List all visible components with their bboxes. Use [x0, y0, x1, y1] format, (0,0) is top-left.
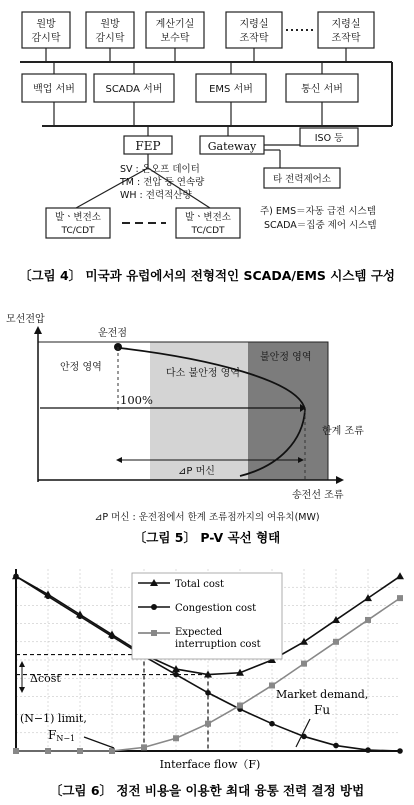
substation-1-line2: TC/CDT: [61, 226, 95, 236]
scada-note: SCADA＝집중 제어 시스템: [264, 220, 377, 231]
point-expected-interruption-cost: [77, 748, 83, 754]
point-congestion-cost: [269, 721, 275, 727]
backup-server-label: 백업 서버: [33, 84, 75, 95]
point-congestion-cost: [13, 573, 19, 579]
sv-legend-line: SV : 온오프 데이터: [120, 164, 200, 175]
point-expected-interruption-cost: [45, 748, 51, 754]
figure-6-caption: 〔그림 6〕 정전 비용을 이용한 최대 융통 전력 결정 방법: [49, 783, 365, 798]
ems-note: 주) EMS＝자동 급전 시스템: [260, 206, 376, 217]
chart-legend: [132, 573, 282, 659]
tm-legend-line: TM : 전압 등 연속량: [120, 177, 205, 188]
point-total-cost: [300, 638, 308, 645]
hundred-percent-label: 100%: [120, 393, 153, 407]
point-total-cost: [396, 572, 404, 579]
legend-expected-line2: interruption cost: [175, 639, 261, 650]
margin-label: ⊿P 머신: [178, 466, 215, 477]
legend-congestion-cost: Congestion cost: [175, 603, 257, 614]
point-congestion-cost: [333, 743, 339, 749]
point-expected-interruption-cost: [397, 595, 403, 601]
point-congestion-cost: [397, 748, 403, 754]
square-marker-icon: [151, 630, 157, 636]
ems-server-label: EMS 서버: [209, 84, 253, 95]
n1-limit-symbol: FN−1: [48, 728, 76, 743]
n1-limit-label: (N−1) limit,: [20, 712, 87, 725]
market-demand-symbol: Fu: [314, 703, 331, 717]
limit-flow-label: 한계 조류: [322, 426, 364, 437]
point-congestion-cost: [205, 690, 211, 696]
top-box-1-line2: 감시탁: [31, 33, 61, 44]
market-demand-label: Market demand,: [276, 688, 369, 701]
fep-label: FEP: [135, 139, 161, 153]
comm-server-label: 통신 서버: [301, 84, 343, 95]
top-box-2-line2: 감시탁: [95, 33, 125, 44]
operating-point-label: 운전점: [98, 328, 127, 339]
legend-total-cost: Total cost: [175, 579, 225, 590]
point-total-cost: [332, 616, 340, 623]
figure-4-diagram: [0, 0, 414, 292]
line-flow-label: 송전선 조류: [292, 490, 344, 501]
point-expected-interruption-cost: [141, 744, 147, 750]
figure-5-pv-curve: [0, 300, 414, 550]
point-expected-interruption-cost: [109, 748, 115, 754]
figure-6-cost-chart: [0, 555, 414, 805]
top-box-5-line1: 지령실: [331, 19, 361, 30]
substation-2-line2: TC/CDT: [191, 226, 225, 236]
other-control-center-label: 타 전력제어소: [272, 174, 332, 185]
legend-expected-line1: Expected: [175, 627, 223, 638]
top-box-4-line2: 조작탁: [239, 33, 269, 44]
point-expected-interruption-cost: [205, 721, 211, 727]
top-box-3-line1: 계산기실: [155, 19, 195, 30]
somewhat-unstable-zone-label: 다소 불안정 영역: [166, 368, 240, 379]
delta-cost-label: Δcost: [30, 672, 61, 685]
substation-2-line1: 발ㆍ변전소: [185, 212, 231, 223]
iso-label: ISO 등: [314, 133, 344, 144]
point-expected-interruption-cost: [173, 735, 179, 741]
point-expected-interruption-cost: [365, 617, 371, 623]
gateway-label: Gateway: [207, 140, 257, 153]
figure-5-footnote: ⊿P 머신 : 운전점에서 한계 조류점까지의 여유치(MW): [94, 512, 320, 523]
stable-zone-label: 안정 영역: [60, 362, 102, 373]
point-total-cost: [364, 594, 372, 601]
scada-server-label: SCADA 서버: [105, 84, 163, 95]
top-box-1-line1: 원방: [36, 19, 56, 30]
interface-flow-label: Interface flow（F): [159, 758, 261, 771]
point-expected-interruption-cost: [13, 748, 19, 754]
point-congestion-cost: [365, 747, 371, 753]
bus-voltage-label: 모선전압: [6, 314, 45, 325]
top-box-3-line2: 보수탁: [160, 33, 190, 44]
substation-1-line1: 발ㆍ변전소: [55, 212, 101, 223]
point-congestion-cost: [173, 672, 179, 678]
point-congestion-cost: [45, 594, 51, 600]
point-congestion-cost: [77, 614, 83, 620]
unstable-zone-label: 불안정 영역: [260, 352, 312, 363]
figure-4-caption: 〔그림 4〕 미국과 유럽에서의 전형적인 SCADA/EMS 시스템 구성: [18, 268, 396, 283]
point-expected-interruption-cost: [269, 682, 275, 688]
top-box-2-line1: 원방: [100, 19, 120, 30]
circle-marker-icon: [151, 604, 157, 610]
figure-5-caption: 〔그림 5〕 P-V 곡선 형태: [133, 530, 281, 545]
point-expected-interruption-cost: [301, 661, 307, 667]
point-congestion-cost: [109, 634, 115, 640]
top-box-5-line2: 조작탁: [331, 33, 361, 44]
zone-somewhat-unstable: [150, 342, 248, 480]
top-box-4-line1: 지령실: [239, 19, 269, 30]
wh-legend-line: WH : 전력적산량: [120, 190, 192, 201]
point-expected-interruption-cost: [237, 703, 243, 709]
point-expected-interruption-cost: [333, 639, 339, 645]
